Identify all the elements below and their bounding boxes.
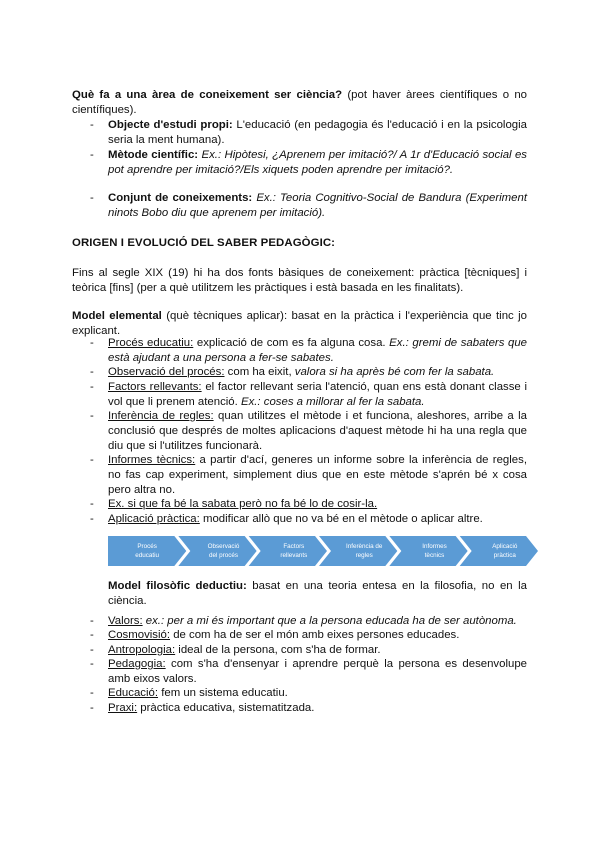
process-flow-diagram [108,536,538,566]
bullet-dash: - [90,687,94,699]
flow-step-label: pràctica [493,552,516,559]
model-filosofic-title: Model filosòfic deductiu: [108,580,247,592]
flow-step-shape [460,536,538,566]
bullet-dash: - [90,629,94,641]
list-item: Factors rellevants: el factor rellevant seria l'atenció, quan ens està donant classe i vol que li prenem atenció. Ex.: coses a millorar al fer la sabata. [108,381,527,408]
flow-step-shape [108,536,186,566]
intro-item: Conjunt de coneixements: Ex.: Teoria Cognitivo-Social de Bandura (Experiment ninots Bobo diu que aprenem per imitació). [108,192,527,219]
intro-item: Objecte d'estudi propi: L'educació (en pedagogia és l'educació i en la psicologia seria la ment humana). [108,119,527,146]
intro-question: Què fa a una àrea de coneixement ser ciència? [72,89,343,101]
list-item: Praxi: pràctica educativa, sistematitzada. [108,702,315,714]
list-item: Cosmovisió: de com ha de ser el món amb eixes persones educades. [108,629,460,641]
flow-step-label: Aplicació [492,543,518,550]
list-item: Valors: ex.: per a mi és important que a la persona educada ha de ser autònoma. [108,615,517,627]
list-item: Educació: fem un sistema educatiu. [108,687,288,699]
section-heading: ORIGEN I EVOLUCIÓ DEL SABER PEDAGÒGIC: [72,237,336,249]
bullet-dash: - [90,381,94,393]
list-item: Inferència de regles: quan utilitzes el mètode i et funciona, aleshores, arribe a la conclusió que després de moltes aplicacions d'aquest mètode hi ha una regla que diu que si l'utilitzes funcionarà. [108,410,527,452]
intro-paragraph [72,88,527,118]
flow-step-label: Procés [137,543,157,550]
bullet-dash: - [90,644,94,656]
bullet-dash: - [90,513,94,525]
list-item: Ex. si que fa bé la sabata però no fa bé lo de cosir-la. [108,498,378,510]
list-item: Pedagogia: com s'ha d'ensenyar i aprendre perquè la persona es desenvolupe amb eixos valors. [108,658,527,685]
fonts-paragraph: Fins al segle XIX (19) hi ha dos fonts bàsiques de coneixement: pràctica [tècniques] i teòrica [fins] (per a què utilitzem les pràctiques i està basada en les finalitats). [72,267,527,294]
flow-step-label: rellevants [280,552,308,559]
flow-step-label: Factors [283,543,305,550]
list-item: Antropologia: ideal de la persona, com s'ha de formar. [108,644,381,656]
bullet-dash: - [90,615,94,627]
model-elemental-paragraph: Model elemental (què tècniques aplicar): basat en la pràctica i l'experiència que tinc jo explicant. [72,310,528,337]
flow-step-shape [178,536,256,566]
list-item: Procés educatiu: explicació de com es fa alguna cosa. Ex.: gremi de sabaters que està ajudant a una persona a fer-se sabates. [108,337,527,364]
flow-step-shape [249,536,327,566]
bullet-dash: - [90,119,94,131]
flow-step-shape [389,536,467,566]
bullet-dash: - [90,192,94,204]
flow-step-label: Informes [422,543,447,550]
flow-step-label: Inferència de [345,543,383,550]
flow-step-label: tècnics [424,552,445,559]
flow-step-shape [319,536,397,566]
bullet-dash: - [90,658,94,670]
bullet-dash: - [90,410,94,422]
list-item: Informes tècnics: a partir d'ací, generes un informe sobre la inferència de regles, no fas cap experiment, simplement dius que en este mètode s'aprén bé x cosa pero altra no. [108,454,527,496]
list-item: Observació del procés: com ha eixit, valora si ha après bé com fer la sabata. [108,366,495,378]
model-elemental-title: Model elemental [72,310,162,322]
flow-step-label: Observació [207,543,240,550]
flow-step-label: regles [355,552,373,559]
model-filosofic-paragraph: Model filosòfic deductiu: basat en una teoria entesa en la filosofia, no en la ciència. [108,580,527,607]
list-item: Aplicació pràctica: modificar allò que no va bé en el mètode o aplicar altre. [108,513,483,525]
intro-question-note: (pot haver àrees científiques o no científiques). [72,89,527,116]
process-flow-svg [108,536,538,566]
bullet-dash: - [90,366,94,378]
bullet-dash: - [90,149,94,161]
flow-step-label: del procés [208,552,239,559]
flow-step-label: educatiu [135,552,160,559]
bullet-dash: - [90,702,94,714]
bullet-dash: - [90,337,94,349]
intro-item: Mètode científic: Ex.: Hipòtesi, ¿Aprenem per imitació?/ A 1r d'Educació social es pot aprendre per imitació?/Els xiquets poden aprendre per imitació?. [108,149,527,176]
bullet-dash: - [90,498,94,510]
bullet-dash: - [90,454,94,466]
